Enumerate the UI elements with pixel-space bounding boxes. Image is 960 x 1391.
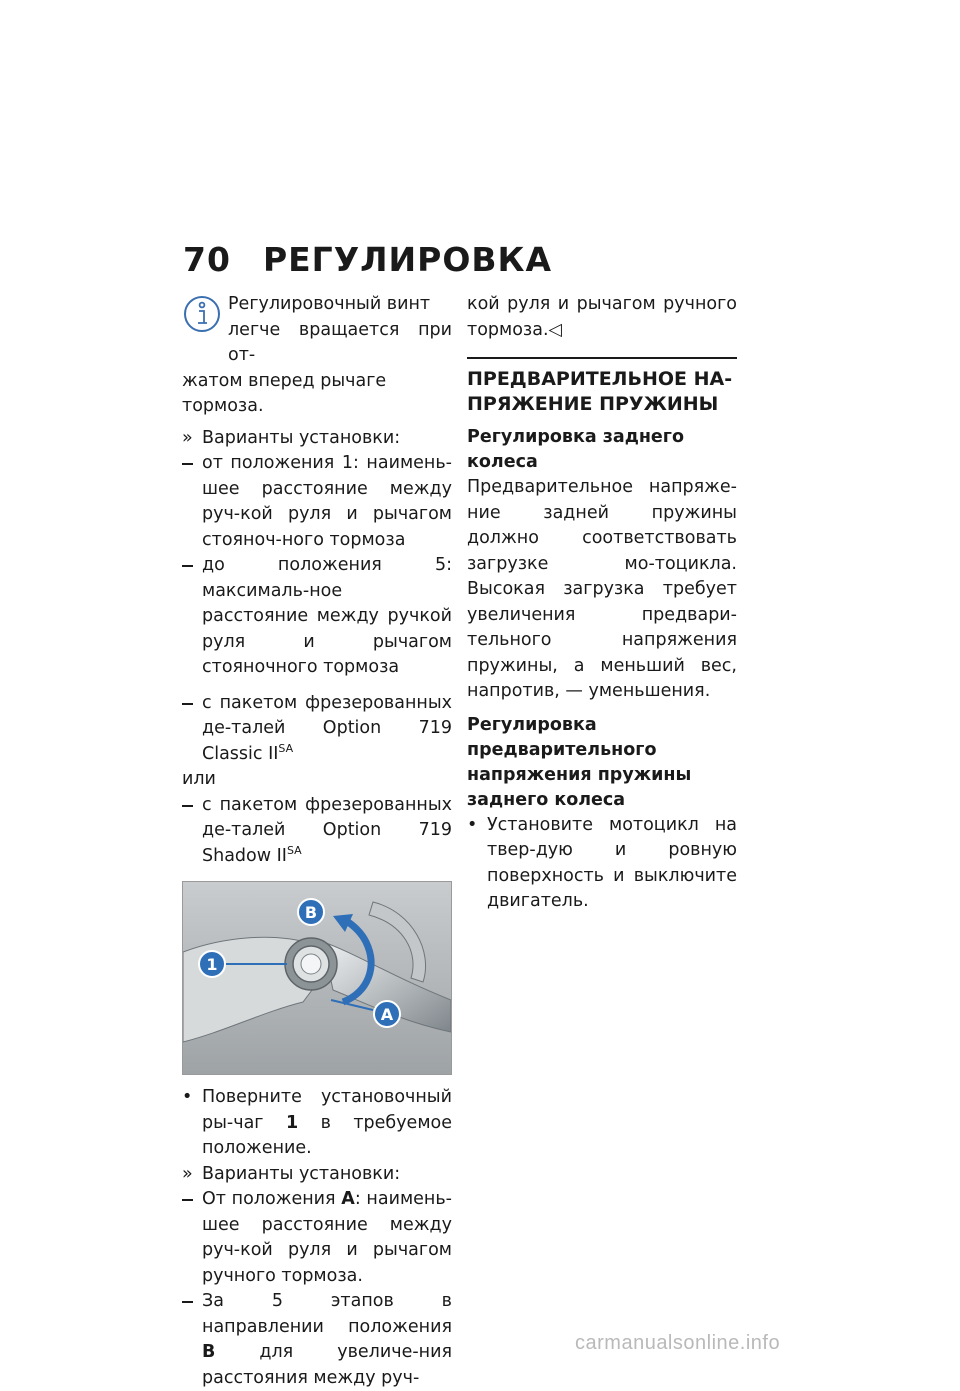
variants-heading-2: [182, 1162, 452, 1188]
section-divider: [467, 357, 737, 359]
preload-paragraph: Предварительное напряже-ние задней пружины должно соответствовать загрузке мо-тоцикла. Высокая загрузка требует увеличения предвари-тельного напряжения пружины, а меньший вес, напротив, — уменьшения.: [467, 477, 737, 701]
subheading-rear-wheel: Регулировка заднего колеса: [467, 427, 684, 472]
dash-marker: [182, 691, 193, 705]
dash-marker: [182, 793, 193, 807]
bullet-marker: •: [467, 814, 478, 835]
page-header: [183, 240, 552, 279]
package-2-text: с пакетом фрезерованных де-талей Option 719 Shadow II: [202, 794, 452, 866]
sa-badge: SA: [286, 843, 302, 857]
step-park-motorcycle: [467, 813, 737, 915]
package-1: [182, 691, 452, 768]
option-1-text: от положения 1: наимень-шее расстояние между руч-кой руля и рычагом стояноч-ного тормоза: [202, 453, 452, 550]
step-text-a: Поверните установочный ры-чаг: [202, 1087, 452, 1133]
note-line-3: жатом вперед рычаге тормоза.: [182, 370, 387, 416]
option-4-bold: B: [202, 1342, 216, 1362]
watermark: carmanualsonline.info: [575, 1332, 781, 1354]
continuation-body: кой руля и рычагом ручного тормоза.: [467, 294, 737, 340]
figure-label-1: 1: [206, 955, 218, 974]
variants-label: Варианты установки:: [202, 427, 401, 448]
step-turn-lever: [182, 1085, 452, 1162]
brake-lever-figure: [182, 881, 452, 1075]
figure-label-b: B: [304, 903, 318, 922]
option-3-text-b: : наимень-шее расстояние между руч-кой руля и рычагом ручного тормоза.: [202, 1189, 452, 1286]
dash-marker: [182, 553, 193, 567]
end-marker-icon: ◁: [548, 319, 562, 340]
step-text-b: в требуемое положение.: [202, 1112, 452, 1158]
figure-label-a: A: [380, 1005, 394, 1024]
info-icon: [182, 294, 222, 334]
sa-badge: SA: [278, 741, 294, 755]
option-3: [182, 1187, 452, 1289]
option-1: [182, 451, 452, 553]
or-label: или: [182, 769, 216, 789]
option-4-text-a: За 5 этапов в направлении положения: [202, 1291, 452, 1337]
left-column: [182, 292, 452, 1391]
variants-label-2: Варианты установки:: [202, 1163, 401, 1184]
option-4-text-b: для увеличе-ния расстояния между руч-: [202, 1342, 452, 1388]
right-column: [467, 292, 737, 915]
option-3-text-a: От положения: [202, 1189, 342, 1209]
dash-marker: [182, 1187, 193, 1201]
subheading-preload-adjust: Регулировка предварительного напряжения пружины заднего колеса: [467, 714, 692, 810]
section-title: ПРЕДВАРИТЕЛЬНОЕ НА-ПРЯЖЕНИЕ ПРУЖИНЫ: [467, 368, 733, 415]
dash-marker: [182, 1289, 193, 1303]
option-3-bold: A: [341, 1189, 355, 1209]
variants-marker: »: [182, 427, 193, 448]
option-2-text: до положения 5: максималь-ное расстояние между ручкой руля и рычагом стояночного тормоза: [202, 555, 452, 677]
variants-marker: »: [182, 1163, 193, 1184]
note-line-2: легче вращается при от-: [228, 319, 452, 365]
step-bold: 1: [285, 1112, 299, 1133]
info-note: [182, 292, 452, 420]
dash-marker: [182, 451, 193, 465]
bullet-marker: •: [182, 1087, 193, 1107]
brake-lever-illustration: [183, 882, 451, 1074]
option-4: [182, 1289, 452, 1391]
continuation-text: [467, 292, 737, 343]
note-line-1: Регулировочный винт: [228, 294, 431, 314]
step-park-text: Установите мотоцикл на твер-дую и ровную поверхность и выключите двигатель.: [487, 814, 737, 911]
page-title: РЕГУЛИРОВКА: [262, 240, 553, 279]
package-2: [182, 793, 452, 870]
package-1-text: с пакетом фрезерованных де-талей Option 719 Classic II: [202, 692, 452, 764]
variants-heading: [182, 426, 452, 452]
page-number: 70: [183, 240, 231, 279]
option-2: [182, 553, 452, 681]
